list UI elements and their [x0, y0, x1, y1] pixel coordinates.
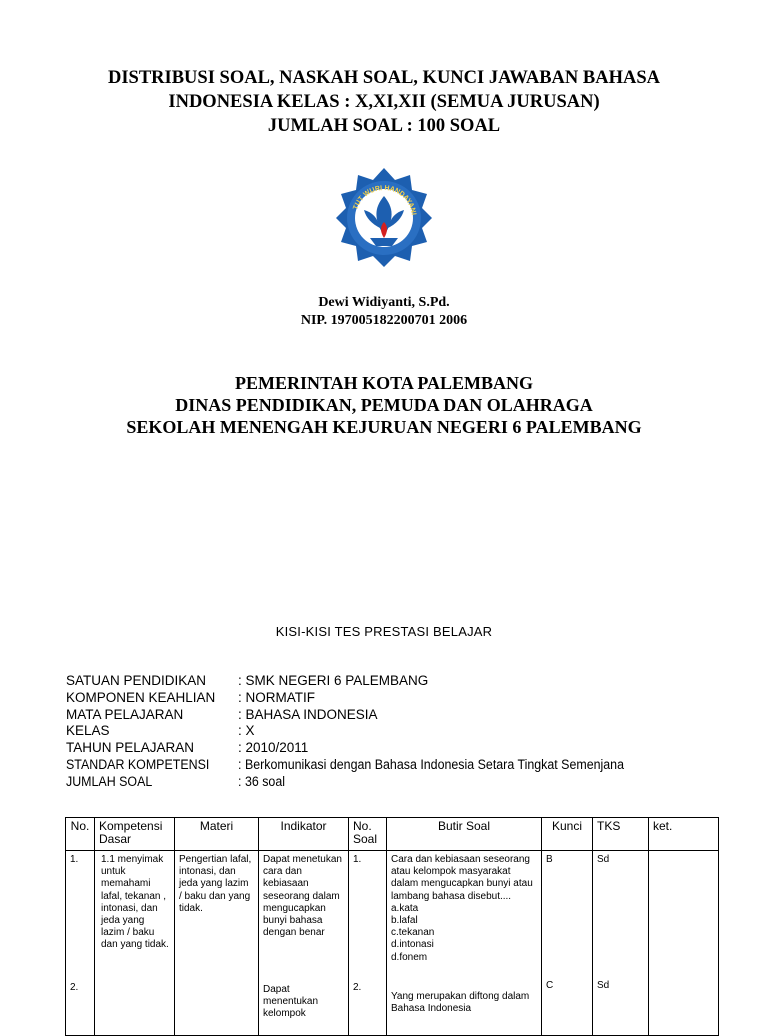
- soal-number-1: 1.: [353, 854, 362, 865]
- info-row: [66, 673, 673, 690]
- institution-line-3: SEKOLAH MENENGAH KEJURUAN NEGERI 6 PALEMBANG: [126, 417, 642, 437]
- info-value: : 2010/2011: [238, 740, 309, 756]
- institution-heading: [0, 372, 768, 438]
- option-b: b.lafal: [391, 915, 418, 927]
- col-header-indikator: Indikator: [259, 818, 349, 851]
- cell-indikator: [259, 851, 349, 1036]
- indikator-text-2: Dapat menentukan kelompok: [263, 984, 319, 1020]
- tks-1: Sd: [597, 854, 610, 865]
- info-row: [66, 757, 624, 774]
- col-header-materi: Materi: [175, 818, 259, 851]
- option-c: c.tekanan: [391, 927, 435, 939]
- butir-soal-question-1: Cara dan kebiasaan seseorang atau kelompok masyarakat dalam mengucapkan bunyi atau lambang bahasa disebut....: [391, 854, 533, 902]
- materi-text: Pengertian lafal, intonasi, dan jeda yang lazim / baku dan yang tidak.: [179, 854, 252, 914]
- info-row: [66, 707, 673, 724]
- option-d: d.intonasi: [391, 939, 434, 951]
- svg-text:TUT WURI HANDAYANI: TUT WURI HANDAYANI: [352, 184, 417, 216]
- info-value: : BAHASA INDONESIA: [238, 706, 378, 722]
- table-row: [66, 851, 719, 1036]
- cell-tks: [593, 851, 649, 1036]
- info-value: : NORMATIF: [238, 689, 315, 705]
- kompetensi-dasar-text: 1.1 menyimak untuk memahami lafal, tekanan , intonasi, dan jeda yang lazim / baku dan yang tidak.: [101, 854, 169, 951]
- institution-line-1: PEMERINTAH KOTA PALEMBANG: [234, 373, 533, 393]
- document-title: [0, 66, 768, 138]
- kunci-1: B: [546, 854, 553, 865]
- kisi-kisi-title: KISI-KISI TES PRESTASI BELAJAR: [275, 624, 493, 639]
- col-header-no: No.: [66, 818, 95, 851]
- info-label: JUMLAH SOAL: [66, 773, 153, 789]
- col-header-ket: ket.: [649, 818, 719, 851]
- info-value: : X: [238, 723, 255, 739]
- info-label: SATUAN PENDIDIKAN: [66, 673, 207, 688]
- row-number-1: 1.: [70, 854, 79, 865]
- col-header-no-soal: No. Soal: [349, 818, 387, 851]
- col-header-kompetensi: Kompetensi Dasar: [95, 818, 175, 851]
- tks-2: Sd: [597, 980, 610, 991]
- indikator-text-1: Dapat menetukan cara dan kebiasaan seseorang dalam mengucapkan bunyi bahasa dengan benar: [263, 854, 342, 939]
- info-row: [66, 740, 673, 757]
- author-nip: NIP. 197005182200701 2006: [300, 313, 468, 328]
- info-value: : Berkomunikasi dengan Bahasa Indonesia Setara Tingkat Semenjana: [238, 756, 625, 772]
- col-header-butir-soal: Butir Soal: [387, 818, 542, 851]
- option-e: d.fonem: [391, 951, 428, 963]
- info-label: KOMPONEN KEAHLIAN: [66, 689, 216, 705]
- row-number-2: 2.: [70, 982, 79, 993]
- info-block: [66, 673, 673, 791]
- tut-wuri-handayani-logo: [334, 166, 434, 268]
- info-row: [66, 690, 673, 707]
- author-name: Dewi Widiyanti, S.Pd.: [318, 295, 450, 310]
- info-value: : 36 soal: [238, 773, 286, 789]
- cell-materi: [175, 851, 259, 1036]
- info-label: TAHUN PELAJARAN: [66, 740, 195, 756]
- info-row: [66, 774, 624, 791]
- author-block: [0, 294, 768, 330]
- butir-soal-question-2: Yang merupakan diftong dalam Bahasa Indonesia: [391, 991, 530, 1015]
- option-a: a.kata: [391, 902, 419, 914]
- title-line-1: DISTRIBUSI SOAL, NASKAH SOAL, KUNCI JAWABAN BAHASA: [107, 68, 661, 88]
- cell-kunci: [542, 851, 593, 1036]
- cell-butir-soal: [387, 851, 542, 1036]
- info-label: MATA PELAJARAN: [66, 706, 184, 722]
- kunci-2: C: [546, 980, 554, 991]
- info-label: STANDAR KOMPETENSI: [66, 756, 210, 772]
- col-header-tks: TKS: [593, 818, 649, 851]
- col-header-kunci: Kunci: [542, 818, 593, 851]
- title-line-2: INDONESIA KELAS : X,XI,XII (SEMUA JURUSAN): [168, 92, 600, 112]
- table-header-row: [66, 818, 719, 851]
- title-line-3: JUMLAH SOAL : 100 SOAL: [267, 116, 501, 136]
- cell-no: [66, 851, 95, 1036]
- kisi-kisi-table: [65, 817, 719, 1036]
- cell-kompetensi-dasar: [95, 851, 175, 1036]
- soal-number-2: 2.: [353, 982, 362, 993]
- institution-line-2: DINAS PENDIDIKAN, PEMUDA DAN OLAHRAGA: [175, 395, 593, 415]
- info-row: [66, 723, 673, 740]
- info-label: KELAS: [66, 723, 110, 739]
- cell-no-soal: [349, 851, 387, 1036]
- info-value: : SMK NEGERI 6 PALEMBANG: [238, 673, 429, 688]
- cell-ket: [649, 851, 719, 1036]
